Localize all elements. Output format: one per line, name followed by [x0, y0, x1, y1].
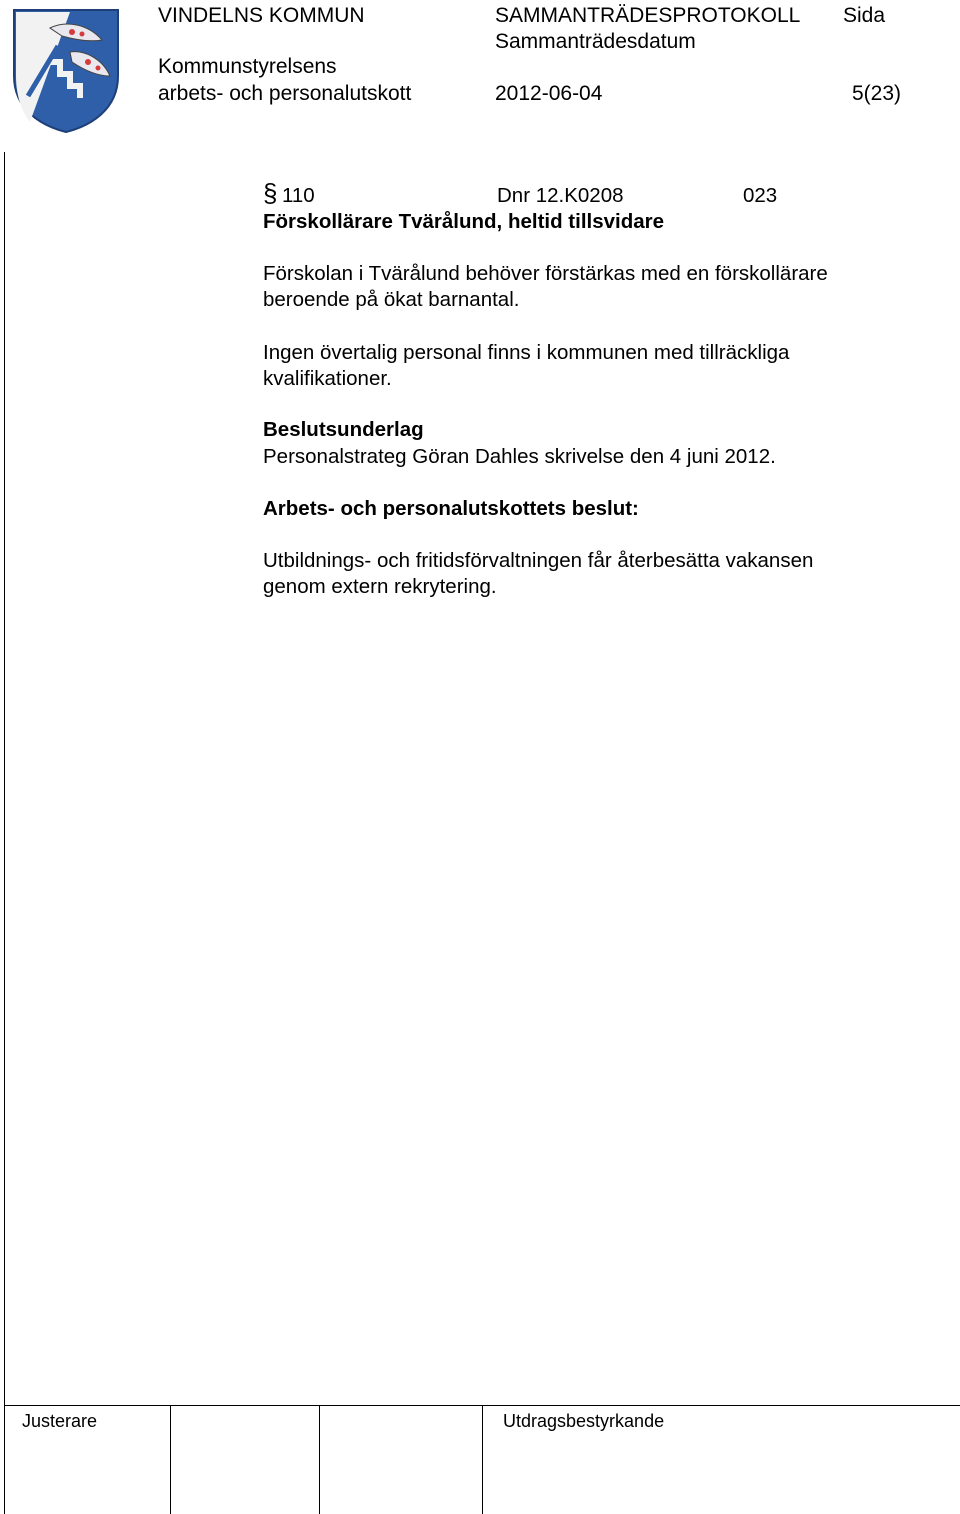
- utdragsbestyrkande-label: Utdragsbestyrkande: [503, 1411, 665, 1431]
- section-symbol: §: [263, 178, 278, 208]
- paragraph-1-line-1: Förskolan i Tvärålund behöver förstärkas med en förskollärare: [263, 262, 828, 285]
- paragraph-2-line-1: Ingen övertalig personal finns i kommunen med tillräckliga: [263, 341, 790, 364]
- case-dnr: Dnr 12.K0208: [497, 184, 624, 207]
- signature-cell-divider-2: [319, 1405, 320, 1514]
- basis-text: Personalstrateg Göran Dahles skrivelse den 4 juni 2012.: [263, 445, 776, 468]
- decision-heading: Arbets- och personalutskottets beslut:: [263, 497, 639, 520]
- left-margin-rule: [4, 152, 5, 1514]
- meeting-date-label: Sammanträdesdatum: [495, 30, 696, 53]
- protocol-title: SAMMANTRÄDESPROTOKOLL: [495, 4, 801, 27]
- paragraph-1-line-2: beroende på ökat barnantal.: [263, 288, 520, 311]
- signature-cell-divider-3: [482, 1405, 483, 1514]
- committee-line2: arbets- och personalutskott: [158, 82, 412, 105]
- page-number: 5(23): [852, 82, 902, 105]
- page-label: Sida: [843, 4, 886, 27]
- municipality-name: VINDELNS KOMMUN: [158, 4, 365, 27]
- case-code: 023: [743, 184, 778, 207]
- meeting-date: 2012-06-04: [495, 82, 603, 105]
- municipal-coat-of-arms: [10, 6, 122, 134]
- basis-heading: Beslutsunderlag: [263, 418, 424, 441]
- case-number: 110: [282, 184, 315, 207]
- signature-cell-divider-1: [170, 1405, 171, 1514]
- decision-line-1: Utbildnings- och fritidsförvaltningen får återbesätta vakansen: [263, 549, 814, 572]
- paragraph-2-line-2: kvalifikationer.: [263, 367, 392, 390]
- justerare-label: Justerare: [22, 1411, 98, 1431]
- decision-line-2: genom extern rekrytering.: [263, 575, 497, 598]
- committee-line1: Kommunstyrelsens: [158, 55, 337, 78]
- case-title: Förskollärare Tvärålund, heltid tillsvidare: [263, 210, 665, 233]
